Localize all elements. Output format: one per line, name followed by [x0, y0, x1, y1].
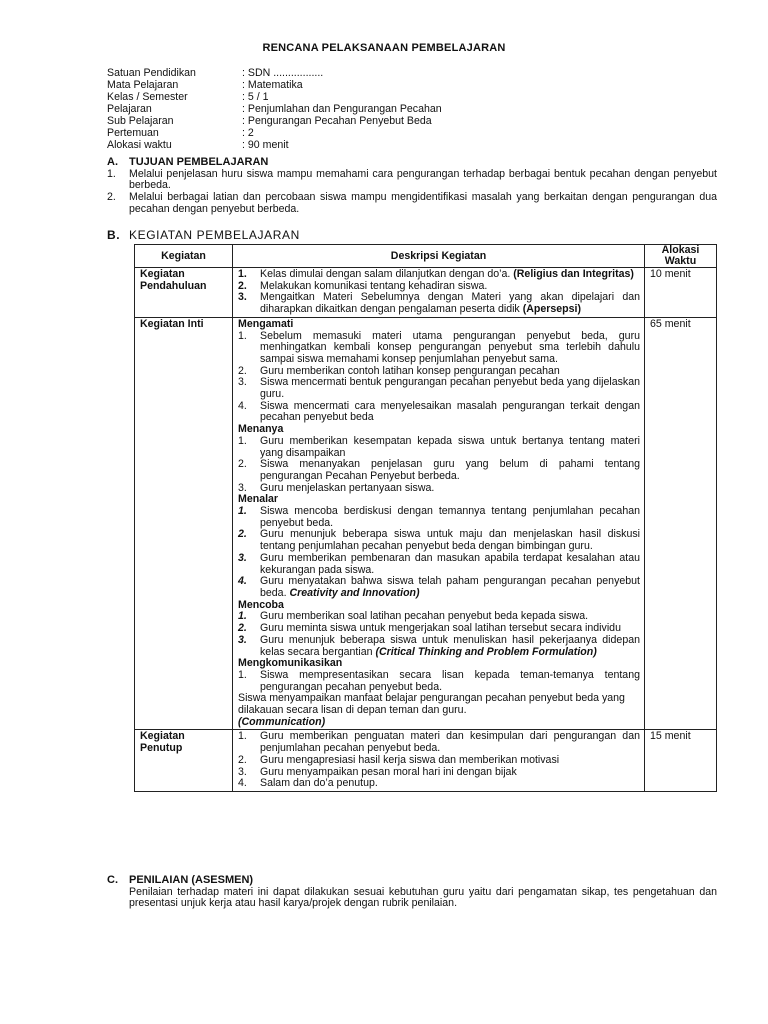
section-title: PENILAIAN (ASESMEN) [129, 874, 254, 886]
list-item [238, 269, 640, 281]
paragraph: Siswa menyampaikan manfaat belajar pengurangan pecahan penyebut beda yang dilakauan secara lisan di depan teman dan guru. [238, 692, 625, 717]
document-title: RENCANA PELAKSANAAN PEMBELAJARAN [262, 42, 506, 54]
value-tag: Creativity and Innovation) [289, 586, 420, 599]
activity-time: 10 menit [645, 268, 717, 318]
item-text: Guru memberikan kesempatan kepada siswa untuk bertanya tentang materi yang disampaikan [260, 434, 640, 459]
activity-description [233, 730, 645, 792]
item-text: Melalui berbagai latian dan percobaan siswa mampu mengidentifikasi masalah yang berkaitan dengan pengurangan dua pecahan dengan penyebut berbeda. [129, 191, 717, 215]
item-text: Guru menyampaikan pesan moral hari ini dengan bijak [260, 765, 517, 778]
item-number: 1. [107, 167, 116, 180]
list-item [238, 506, 640, 529]
column-header-kegiatan: Kegiatan [135, 245, 233, 268]
item-number: 2. [238, 364, 247, 377]
list-item [238, 436, 640, 459]
item-number: 3. [238, 551, 247, 564]
list-item [238, 778, 640, 790]
item-number: 4. [238, 399, 247, 412]
item-text: Guru menunjuk beberapa siswa untuk maju dan menjelaskan hasil diskusi tentang penjumlahan pecahan penyebut beda dengan bimbingan guru. [260, 528, 640, 553]
list-item [238, 553, 640, 576]
item-text: Guru memberikan penguatan materi dan kesimpulan dari pengurangan dan penjumlahan pecahan penyebut beda. [260, 730, 640, 755]
subheading-menanya: Menanya [238, 423, 284, 436]
identity-label: Satuan Pendidikan [107, 67, 196, 79]
identity-row [107, 115, 442, 127]
identity-value: : 90 menit [242, 139, 289, 151]
section-heading [107, 157, 717, 169]
subheading-mencoba: Mencoba [238, 598, 284, 611]
item-text: Siswa menanyakan penjelasan guru yang belum di pahami tentang pengurangan Pecahan Penyebut berbeda. [260, 458, 640, 482]
table-row [135, 730, 717, 792]
item-number: 2. [238, 279, 247, 292]
section-heading [107, 230, 717, 242]
section-letter: B. [107, 228, 121, 242]
value-tag: (Critical Thinking and Problem Formulation) [375, 645, 597, 658]
identity-label: Pelajaran [107, 103, 152, 115]
item-number: 2. [238, 622, 247, 635]
list-item [238, 483, 640, 495]
item-number: 4. [238, 777, 247, 790]
activity-time: 65 menit [645, 317, 717, 730]
item-number: 2. [238, 753, 247, 766]
list-item [238, 292, 640, 315]
identity-value: : Pengurangan Pecahan Penyebut Beda [242, 115, 432, 127]
section-letter: C. [107, 874, 118, 886]
objective-list [107, 169, 717, 216]
section-title: TUJUAN PEMBELAJARAN [129, 156, 269, 168]
table-header-row [135, 245, 717, 268]
column-header-deskripsi: Deskripsi Kegiatan [233, 245, 645, 268]
section-penilaian [107, 875, 717, 910]
identity-row [107, 79, 442, 91]
item-text: Melakukan komunikasi tentang kehadiran siswa. [260, 279, 488, 292]
item-number: 3. [238, 765, 247, 778]
value-tag: (Apersepsi) [522, 303, 581, 316]
item-text: Guru menyatakan bahwa siswa telah paham pengurangan pecahan penyebut beda. [260, 575, 640, 599]
identity-row [107, 127, 442, 139]
item-number: 3. [238, 376, 247, 389]
item-number: 1. [238, 668, 247, 681]
section-heading [107, 875, 717, 887]
item-number: 3. [238, 291, 247, 304]
section-kegiatan [107, 230, 717, 242]
list-item [238, 377, 640, 400]
identity-label: Kelas / Semester [107, 91, 188, 103]
list-item [238, 459, 640, 482]
identity-label: Mata Pelajaran [107, 79, 179, 91]
item-number: 2. [107, 191, 116, 204]
item-text: Guru memberikan contoh latihan konsep pengurangan pecahan [260, 364, 560, 377]
value-tag: (Religius dan Integritas) [513, 268, 634, 280]
activity-description [233, 268, 645, 318]
value-tag: (Communication) [238, 715, 326, 728]
list-item [238, 529, 640, 552]
section-letter: A. [107, 156, 118, 168]
activity-label: Kegiatan Inti [135, 317, 233, 730]
activity-label: Kegiatan Penutup [135, 730, 233, 792]
item-number: 3. [238, 481, 247, 494]
list-item [238, 670, 640, 693]
identity-row [107, 67, 442, 79]
item-number: 1. [238, 505, 247, 518]
activity-time: 15 menit [645, 730, 717, 792]
table-row [135, 317, 717, 730]
list-item [107, 169, 717, 192]
identity-value: : 2 [242, 127, 254, 139]
list-item [238, 331, 640, 366]
activity-description [233, 317, 645, 730]
identity-row [107, 103, 442, 115]
identity-value: : 5 / 1 [242, 91, 269, 103]
item-number: 1. [238, 610, 247, 623]
list-item [107, 192, 717, 215]
item-text: Siswa mencoba berdiskusi dengan temannya tentang penjumlahan pecahan penyebut beda. [260, 505, 640, 529]
item-number: 2. [238, 528, 247, 541]
item-number: 1. [238, 268, 247, 280]
item-text: Guru menjelaskan pertanyaan siswa. [260, 481, 435, 494]
item-text: Melalui penjelasan huru siswa mampu memahami cara pengurangan terhadap berbagai bentuk pecahan dengan penyebut berbeda. [129, 167, 717, 192]
activity-table [134, 244, 717, 792]
item-text: Guru menunjuk beberapa siswa untuk menuliskan hasil pekerjaanya didepan kelas secara bergantian [260, 633, 640, 658]
list-item [238, 576, 640, 599]
list-item [238, 731, 640, 754]
item-text: Guru memberikan soal latihan pecahan penyebut beda kepada siswa. [260, 610, 589, 623]
list-item [238, 401, 640, 424]
item-number: 1. [238, 434, 247, 447]
identity-block [107, 67, 442, 151]
identity-label: Alokasi waktu [107, 139, 172, 151]
item-text: Sebelum memasuki materi utama pengurangan penyebut beda, guru menhingatkan kembali konsep pengurangan penyebut sma terlebih dahulu sampai siswa memahami konsep penjumlahan penyebut sama. [260, 329, 640, 365]
item-text: Siswa mencermati cara menyelesaikan masalah pengurangan terkait dengan pecahan penyebut beda [260, 399, 640, 424]
section-tujuan [107, 157, 717, 216]
identity-value: : SDN ................. [242, 67, 324, 79]
item-text: Guru memberikan pembenaran dan masukan apabila terdapat kesalahan atau kekurangan pada siswa. [260, 551, 640, 576]
table-row [135, 268, 717, 318]
subheading-menalar: Menalar [238, 493, 279, 506]
identity-row [107, 139, 442, 151]
item-text: Guru mengapresiasi hasil kerja siswa dan memberikan motivasi [260, 753, 560, 766]
item-number: 3. [238, 633, 247, 646]
item-number: 4. [238, 575, 247, 588]
item-text: Siswa mempresentasikan secara lisan kepada teman-temanya tentang pengurangan pecahan penyebut beda. [260, 668, 640, 693]
identity-value: : Matematika [242, 79, 303, 91]
item-text: Salam dan do’a penutup. [260, 777, 378, 790]
section-title: KEGIATAN PEMBELAJARAN [129, 228, 300, 242]
subheading-mengamati: Mengamati [238, 317, 294, 330]
item-text: Mengaitkan Materi Sebelumnya dengan Materi yang akan dipelajari dan diharapkan dikaitkan dengan pengalaman peserta didik [260, 291, 640, 316]
item-text: Guru meminta siswa untuk mengerjakan soal latihan tersebut secara individu [260, 622, 621, 635]
column-header-alokasi: Alokasi Waktu [645, 245, 717, 268]
subheading-mengkomunikasikan: Mengkomunikasikan [238, 657, 343, 670]
identity-row [107, 91, 442, 103]
list-item [238, 755, 640, 767]
identity-label: Pertemuan [107, 127, 159, 139]
item-text: Siswa mencermati bentuk pengurangan pecahan penyebut beda yang dijelaskan guru. [260, 376, 640, 401]
identity-value: : Penjumlahan dan Pengurangan Pecahan [242, 103, 442, 115]
identity-label: Sub Pelajaran [107, 115, 174, 127]
list-item [238, 635, 640, 658]
item-number: 1. [238, 329, 247, 342]
item-number: 1. [238, 730, 247, 743]
section-text: Penilaian terhadap materi ini dapat dilakukan sesuai kebutuhan guru yaitu dari pengamatan sikap, tes pengetahuan dan presentasi unjuk kerja atau hasil karya/projek dengan rubrik penilaian. [129, 885, 717, 910]
item-number: 2. [238, 458, 247, 471]
item-text: Kelas dimulai dengan salam dilanjutkan dengan do’a. [260, 268, 514, 280]
activity-label: Kegiatan Pendahuluan [135, 268, 233, 318]
